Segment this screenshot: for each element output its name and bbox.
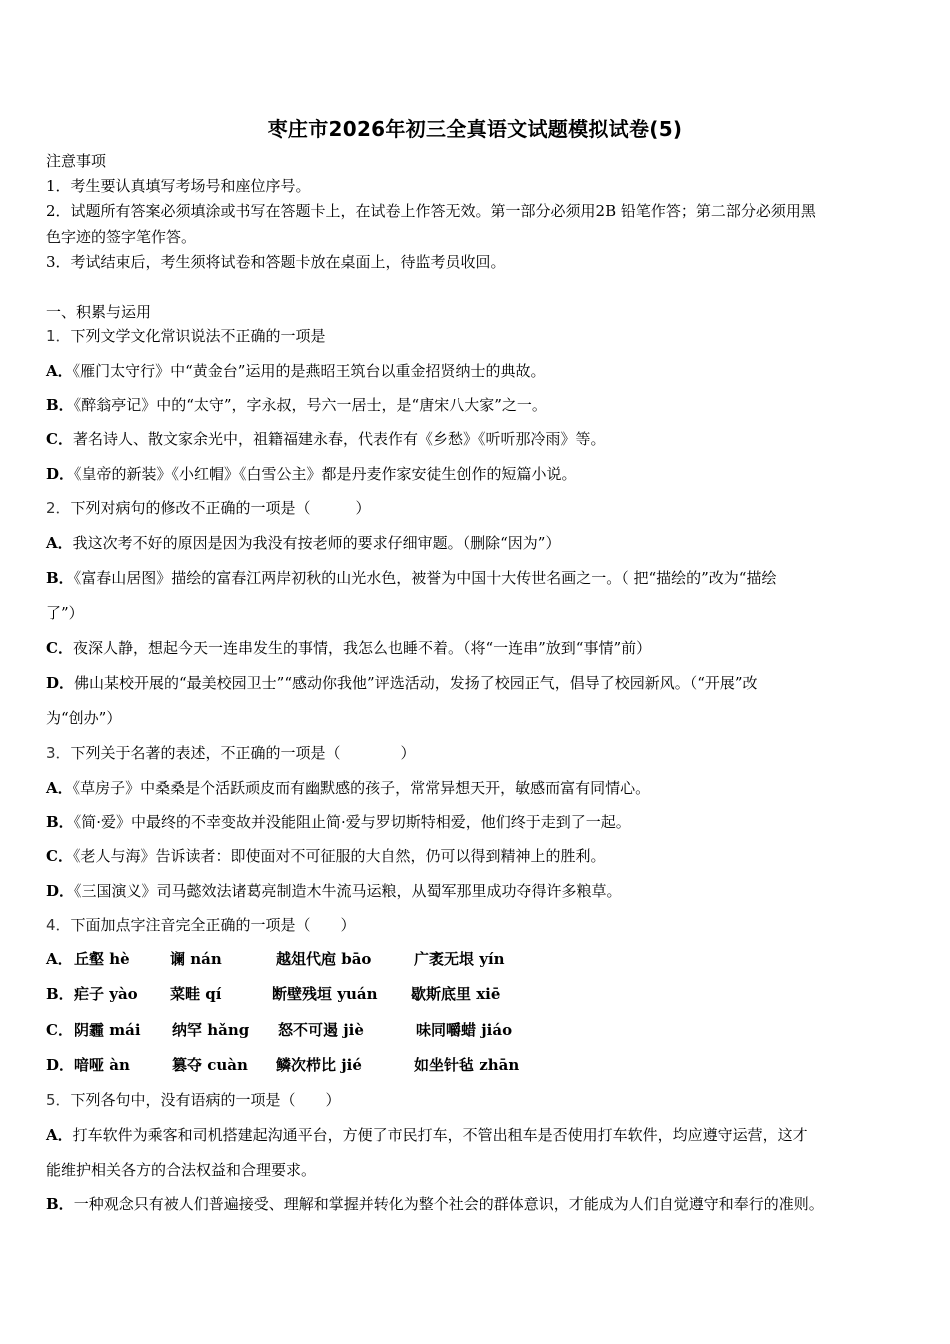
notice-item: 2．试题所有答案必须填涂或书写在答题卡上，在试卷上作答无效。第一部分必须用2B 铅笔作答；第二部分必须用黑 [46, 202, 816, 220]
pinyin-option-row [46, 1020, 906, 1040]
option-row [46, 846, 906, 866]
option-text: 《老人与海》告诉读者：即使面对不可征服的大自然，仍可以得到精神上的胜利。 [72, 847, 606, 865]
option-label: A． [46, 362, 73, 380]
option-row [46, 1194, 906, 1214]
pinyin-item: 疟子 yào [74, 985, 138, 1003]
option-continuation: 为“创办”） [46, 709, 122, 727]
option-text: 我这次考不好的原因是因为我没有按老师的要求仔细审题。（删除“因为”） [72, 534, 561, 552]
option-text: 夜深人静，想起今天一连串发生的事情，我怎么也睡不着。（将“一连串”放到“事情”前） [72, 639, 652, 657]
option-text: 《富春山居图》描绘的富春江两岸初秋的山光水色，被誉为中国十大传世名画之一。（ 把“描绘的”改为“描绘 [73, 569, 777, 587]
option-row [46, 673, 906, 693]
pinyin-item: 鳞次栉比 jié [276, 1056, 362, 1074]
option-label: B． [46, 1195, 74, 1213]
notice-item: 3．考试结束后，考生须将试卷和答题卡放在桌面上，待监考员收回。 [46, 253, 506, 271]
pinyin-item: 广袤无垠 yín [414, 950, 505, 968]
pinyin-item: 歇斯底里 xiē [411, 985, 501, 1003]
option-label: D． [46, 882, 75, 900]
option-label: D． [46, 1056, 75, 1074]
option-row [46, 881, 906, 901]
question-text: 下列对病句的修改不正确的一项是（ ） [70, 499, 371, 517]
pinyin-option-row [46, 1055, 906, 1075]
option-row [46, 429, 906, 449]
pinyin-option-row [46, 949, 906, 969]
pinyin-item: 如坐针毡 zhān [414, 1056, 520, 1074]
option-label: D． [46, 465, 75, 483]
option-text: 佛山某校开展的“最美校园卫士”“感动你我他”评选活动，发扬了校园正气，倡导了校园新风。（“开展”改 [74, 674, 758, 692]
option-label: B． [46, 813, 74, 831]
pinyin-item: 味同嚼蜡 jiáo [416, 1021, 513, 1039]
option-label: D． [46, 674, 75, 692]
option-text: 《醉翁亭记》中的“太守”，字永叔，号六一居士，是“唐宋八大家”之一。 [73, 396, 547, 414]
option-text: 《简·爱》中最终的不幸变故并没能阻止简·爱与罗切斯特相爱，他们终于走到了一起。 [73, 813, 631, 831]
question-text: 下面加点字注音完全正确的一项是（ ） [70, 916, 356, 934]
option-row [46, 638, 906, 658]
pinyin-item: 阴霾 mái [74, 1021, 141, 1039]
option-label: A． [46, 1126, 73, 1144]
option-text: 著名诗人、散文家余光中，祖籍福建永春，代表作有《乡愁》《听听那冷雨》等。 [72, 430, 606, 448]
option-label: C． [46, 847, 73, 865]
pinyin-item: 怒不可遏 jiè [278, 1021, 364, 1039]
option-row [46, 533, 906, 553]
pinyin-item: 丘壑 hè [74, 950, 130, 968]
question-text: 下列各句中，没有语病的一项是（ ） [70, 1091, 341, 1109]
option-continuation: 了”） [46, 604, 84, 622]
option-row [46, 812, 906, 832]
option-row [46, 395, 906, 415]
question-number: 3． [46, 744, 71, 762]
pinyin-item: 菜畦 qí [170, 985, 222, 1003]
question-number: 1． [46, 327, 71, 345]
option-text: 一种观念只有被人们普遍接受、理解和掌握并转化为整个社会的群体意识，才能成为人们自觉遵守和奉行的准则。 [73, 1195, 824, 1213]
option-label: A． [46, 950, 73, 968]
pinyin-item: 谰 nán [170, 950, 222, 968]
option-row [46, 464, 906, 484]
page-title: 枣庄市2026年初三全真语文试题模拟试卷(5) [267, 117, 683, 141]
question-number: 2． [46, 499, 71, 517]
option-row [46, 361, 906, 381]
option-row [46, 568, 906, 588]
question-4-stem [46, 915, 906, 935]
option-row [46, 778, 906, 798]
question-2-stem [46, 498, 906, 518]
question-3-stem [46, 743, 906, 763]
option-label: C． [46, 430, 73, 448]
option-label: B． [46, 985, 74, 1003]
option-text: 打车软件为乘客和司机搭建起沟通平台，方便了市民打车，不管出租车是否使用打车软件，均应遵守运营，这才 [72, 1126, 808, 1144]
notice-item: 色字迹的签字笔作答。 [46, 228, 197, 246]
question-number: 4． [46, 916, 71, 934]
pinyin-item: 断壁残垣 yuán [272, 985, 378, 1003]
option-text: 《皇帝的新装》《小红帽》《白雪公主》都是丹麦作家安徒生创作的短篇小说。 [74, 465, 577, 483]
option-label: A． [46, 534, 73, 552]
question-text: 下列文学文化常识说法不正确的一项是 [70, 327, 326, 345]
option-row [46, 1125, 906, 1145]
option-label: C． [46, 639, 73, 657]
notice-item: 1．考生要认真填写考场号和座位序号。 [46, 177, 311, 195]
pinyin-item: 越俎代庖 bāo [276, 950, 372, 968]
option-label: A． [46, 779, 73, 797]
pinyin-item: 篡夺 cuàn [172, 1056, 248, 1074]
option-text: 《三国演义》司马懿效法诸葛亮制造木牛流马运粮，从蜀军那里成功夺得许多粮草。 [74, 882, 622, 900]
question-5-stem [46, 1090, 906, 1110]
pinyin-option-row [46, 984, 906, 1004]
pinyin-item: 喑哑 àn [74, 1056, 130, 1074]
question-text: 下列关于名著的表述，不正确的一项是（ ） [70, 744, 416, 762]
question-number: 5． [46, 1091, 71, 1109]
pinyin-item: 纳罕 hǎng [172, 1021, 250, 1039]
option-continuation: 能维护相关各方的合法权益和合理要求。 [46, 1161, 317, 1179]
option-text: 《雁门太守行》中“黄金台”运用的是燕昭王筑台以重金招贤纳士的典故。 [72, 362, 546, 380]
question-1-stem [46, 326, 906, 346]
option-label: B． [46, 569, 74, 587]
option-label: C． [46, 1021, 73, 1039]
option-label: B． [46, 396, 74, 414]
option-text: 《草房子》中桑桑是个活跃顽皮而有幽默感的孩子，常常异想天开，敏感而富有同情心。 [72, 779, 651, 797]
section-heading: 一、积累与运用 [46, 303, 152, 321]
notice-heading: 注意事项 [46, 152, 107, 170]
